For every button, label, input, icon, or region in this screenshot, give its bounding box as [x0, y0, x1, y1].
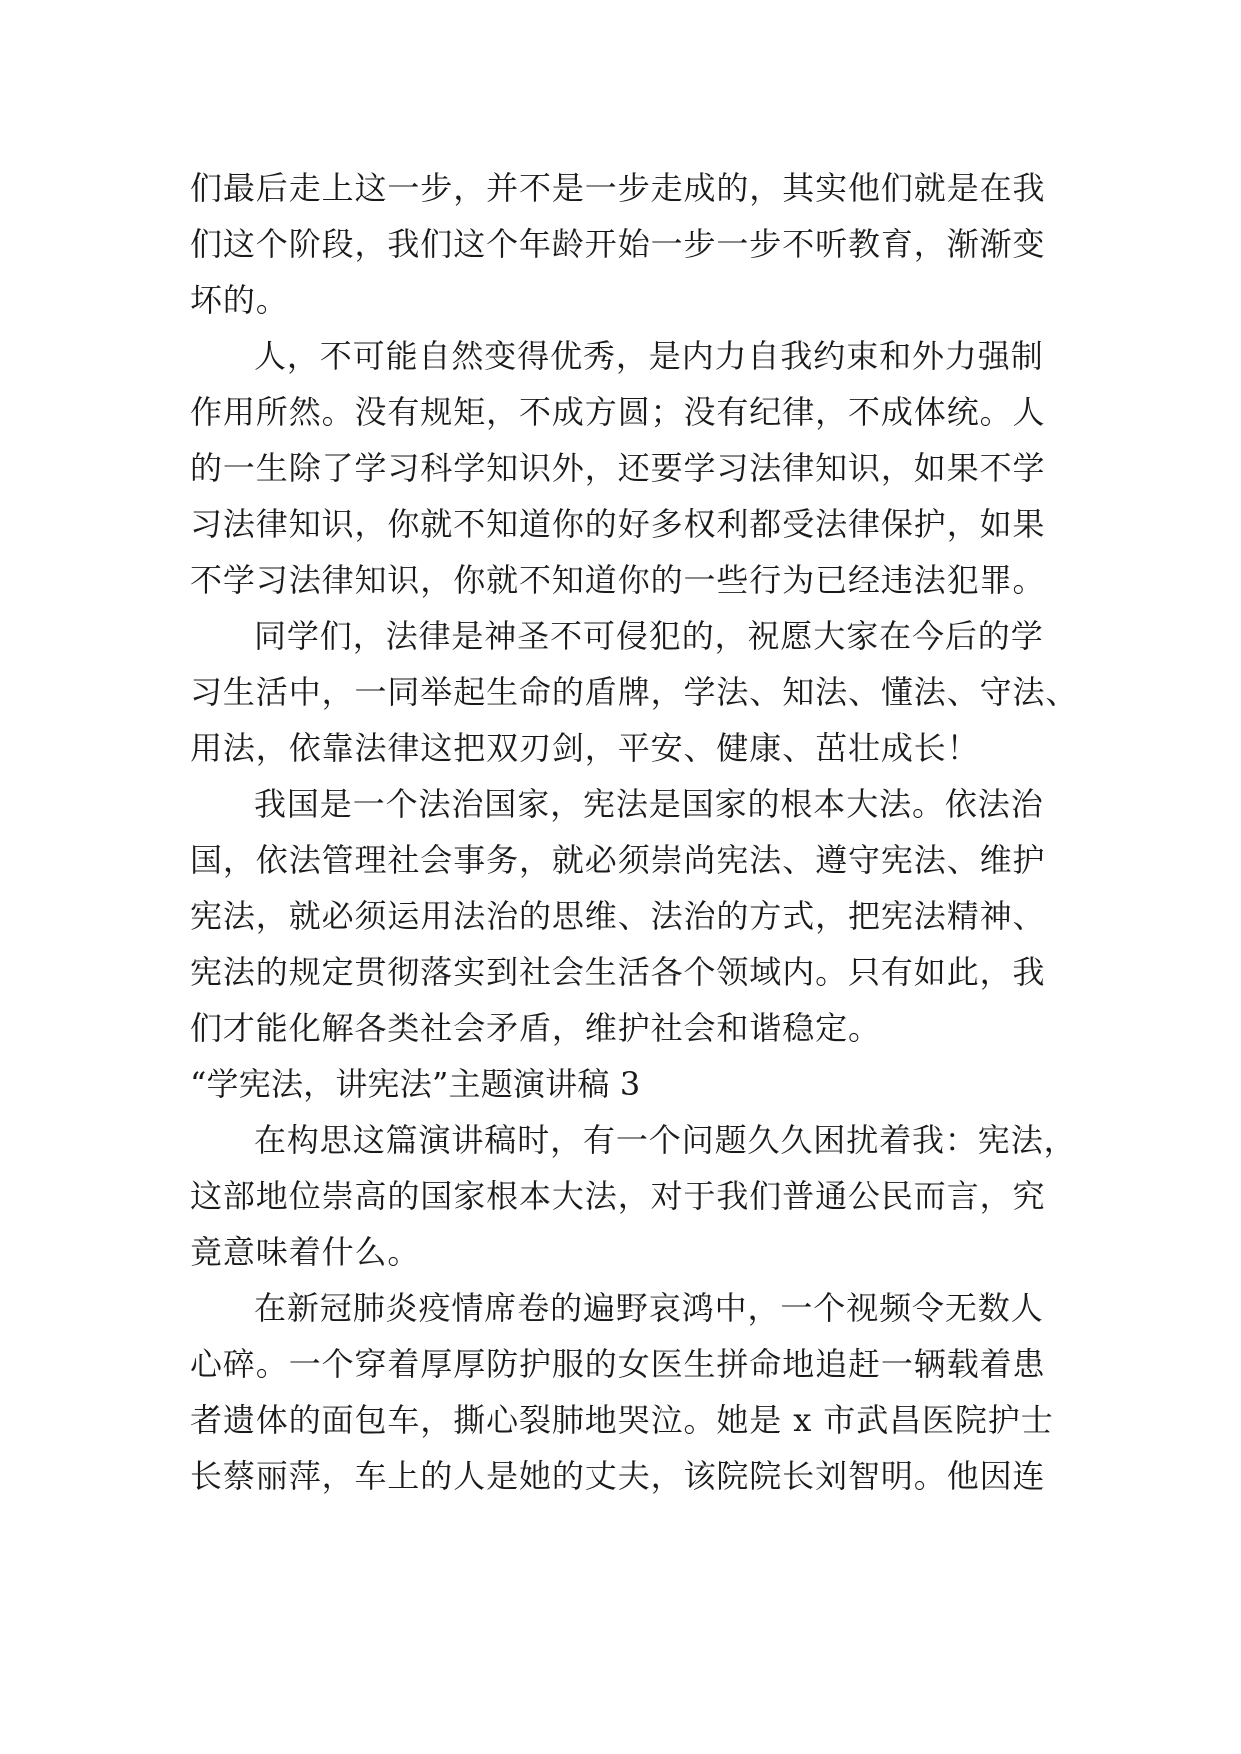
text-line: 者遗体的面包车，撕心裂肺地哭泣。她是 x 市武昌医院护士	[190, 1401, 1054, 1439]
text-line: 我国是一个法治国家，宪法是国家的根本大法。依法治	[254, 785, 1044, 823]
paragraph	[190, 608, 1079, 776]
text-line: 们才能化解各类社会矛盾，维护社会和谐稳定。	[190, 1009, 881, 1047]
text-line: 习法律知识，你就不知道你的好多权利都受法律保护，如果	[190, 505, 1046, 543]
text-line: 的一生除了学习科学知识外，还要学习法律知识，如果不学	[190, 449, 1046, 487]
paragraph	[190, 160, 1070, 328]
text-line: 这部地位崇高的国家根本大法，对于我们普通公民而言，究	[190, 1177, 1046, 1215]
document-body	[190, 160, 1079, 1504]
text-line: 在新冠肺炎疫情席卷的遍野哀鸿中，一个视频令无数人	[254, 1289, 1044, 1327]
text-line: 习生活中，一同举起生命的盾牌，学法、知法、懂法、守法、	[190, 673, 1079, 711]
paragraph	[190, 1280, 1070, 1504]
paragraph	[190, 328, 1070, 608]
text-line: 们最后走上这一步，并不是一步走成的，其实他们就是在我	[190, 169, 1046, 207]
text-line: 在构思这篇演讲稿时，有一个问题久久困扰着我：宪法，	[254, 1121, 1077, 1159]
paragraph	[190, 1112, 1077, 1280]
text-line: 用法，依靠法律这把双刃剑，平安、健康、茁壮成长！	[190, 729, 980, 767]
heading-line: “学宪法，讲宪法”主题演讲稿 3	[190, 1065, 641, 1103]
text-line: 宪法，就必须运用法治的思维、法治的方式，把宪法精神、	[190, 897, 1046, 935]
text-line: 宪法的规定贯彻落实到社会生活各个领域内。只有如此，我	[190, 953, 1046, 991]
text-line: 人，不可能自然变得优秀，是内力自我约束和外力强制	[254, 337, 1044, 375]
text-line: 们这个阶段，我们这个年龄开始一步一步不听教育，渐渐变	[190, 225, 1046, 263]
text-line: 不学习法律知识，你就不知道你的一些行为已经违法犯罪。	[190, 561, 1046, 599]
section-heading	[190, 1056, 1070, 1112]
text-line: 坏的。	[190, 281, 289, 319]
text-line: 同学们，法律是神圣不可侵犯的，祝愿大家在今后的学	[254, 617, 1044, 655]
paragraph	[190, 776, 1070, 1056]
text-line: 竟意味着什么。	[190, 1233, 421, 1271]
text-line: 作用所然。没有规矩，不成方圆；没有纪律，不成体统。人	[190, 393, 1046, 431]
text-line: 心碎。一个穿着厚厚防护服的女医生拼命地追赶一辆载着患	[190, 1345, 1046, 1383]
text-line: 长蔡丽萍，车上的人是她的丈夫，该院院长刘智明。他因连	[190, 1457, 1046, 1495]
text-line: 国，依法管理社会事务，就必须崇尚宪法、遵守宪法、维护	[190, 841, 1046, 879]
